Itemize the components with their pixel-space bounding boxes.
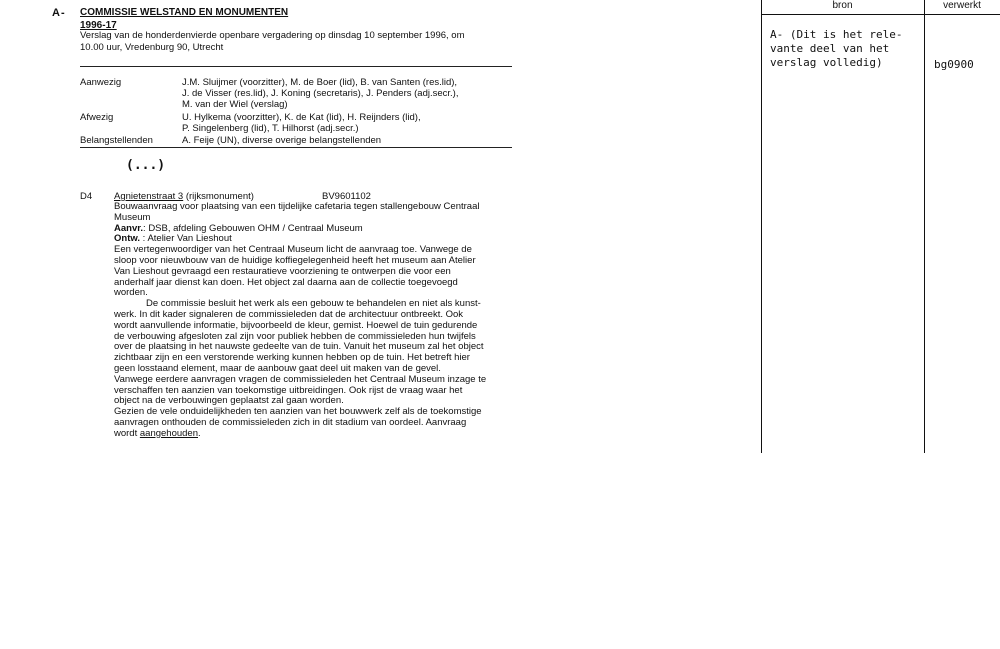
afwezig-line: P. Singelenberg (lid), T. Hilhorst (adj.secr.) [182, 123, 359, 134]
document-number: 1996-17 [80, 20, 117, 31]
para2-line: over de plaatsing in het nauwste gedeelte van de tuin. Vanuit het museum zal het object [114, 341, 484, 353]
para2-line: Vanwege eerdere aanvragen vragen de commissieleden het Centraal Museum inzage te [114, 373, 487, 385]
column-divider [761, 0, 762, 453]
aanvrager-label: Aanvr. [114, 222, 144, 234]
para2-line: object na de verbouwingen geplaatst zal gaan worden. [114, 395, 344, 407]
aanwezig-list [182, 77, 512, 110]
bron-note: A- (Dit is het rele- vante deel van het verslag volledig) [770, 28, 903, 69]
aanwezig-line: J. de Visser (res.lid), J. Koning (secretaris), J. Penders (adj.secr.), [182, 88, 459, 99]
verwerkt-code: bg0900 [934, 58, 974, 71]
aanwezig-label: Aanwezig [80, 77, 122, 88]
divider [80, 66, 512, 67]
meeting-description-line: Verslag van de honderdenvierde openbare vergadering op dinsdag 10 september 1996, om [80, 30, 465, 41]
verwerkt-header: verwerkt [943, 0, 981, 11]
item-id: D4 [80, 191, 93, 202]
decision-suffix: . [198, 427, 201, 439]
afwezig-line: U. Hylkema (voorzitter), K. de Kat (lid), H. Reijnders (lid), [182, 112, 421, 123]
item-line: Museum [114, 211, 151, 223]
aanvrager-value: : DSB, afdeling Gebouwen OHM / Centraal Museum [143, 222, 363, 234]
item-body [114, 202, 516, 440]
afwezig-label: Afwezig [80, 112, 114, 123]
aanwezig-line: J.M. Sluijmer (voorzitter), M. de Boer (lid), B. van Santen (res.lid), [182, 77, 458, 88]
belangstellenden-line: A. Feije (UN), diverse overige belangstellenden [182, 135, 382, 146]
decision-status: aangehouden [139, 427, 198, 439]
para2-line: geen losstaand element, maar de aanbouw gaat deel uit maken van de gevel. [114, 362, 441, 374]
para2-line: Gezien de vele onduidelijkheden ten aanzien van het bouwwerk zelf als de toekomstige [114, 406, 482, 418]
item-street-suffix: (rijksmonument) [183, 191, 254, 202]
para2-line: aanvragen onthouden de commissieleden zich in dit stadium van oordeel. Aanvraag [114, 416, 467, 428]
belangstellenden-list [182, 135, 512, 146]
para1-line: sloop voor nieuwbouw van de huidige koffiegelegenheid heeft het museum aan Atelier [114, 254, 476, 266]
ontwerper-value: : Atelier Van Lieshout [140, 233, 232, 245]
item-line: Bouwaanvraag voor plaatsing van een tijdelijke cafetaria tegen stallengebouw Centraal [114, 201, 480, 212]
divider [80, 147, 512, 148]
para1-line: Van Lieshout gevraagd een restauratieve voorziening te ontwerpen die voor een [114, 265, 451, 277]
document-title: COMMISSIE WELSTAND EN MONUMENTEN [80, 7, 289, 18]
para1-line: worden. [114, 287, 148, 299]
para2-line: zichtbaar zijn en een verstorende werking kunnen hebben op de tuin. Het betreft hier [114, 352, 470, 364]
decision-prefix: wordt [114, 427, 140, 439]
para2-line: verschaffen ten aanzien van toekomstige uitbreidingen. Ook rijst de vraag waar het [114, 384, 463, 396]
omission-marker: (...) [126, 158, 166, 173]
section-marker: A- [52, 7, 66, 19]
para2-line: de verbouwing afgesloten zal zijn voor publiek hebben de commissieleden hun twijfels [114, 330, 476, 342]
para1-line: Een vertegenwoordiger van het Centraal Museum licht de aanvraag toe. Vanwege de [114, 244, 472, 256]
belangstellenden-label: Belangstellenden [80, 135, 153, 146]
meeting-description-line: 10.00 uur, Vredenburg 90, Utrecht [80, 42, 224, 53]
para2-first-line: De commissie besluit het werk als een gebouw te behandelen en niet als kunst- [146, 298, 481, 310]
para1-line: anderhalf jaar dienst kan doen. Het object zal daarna aan de collectie toegevoegd [114, 276, 458, 288]
ontwerper-label: Ontw. [114, 233, 141, 245]
column-divider [924, 0, 925, 453]
item-street: Agnietenstraat 3 [114, 191, 184, 202]
bron-header: bron [832, 0, 853, 11]
afwezig-list [182, 112, 512, 134]
para2-line: werk. In dit kader signaleren de commissieleden dat de architectuur ontbreekt. Ook [114, 308, 464, 320]
aanwezig-line: M. van der Wiel (verslag) [182, 99, 288, 110]
decision-line [114, 429, 516, 440]
header-rule [761, 14, 1000, 15]
para2-line: wordt aanvullende informatie, bijvoorbeeld de kleur, gemist. Hoewel de tuin gedurende [114, 319, 478, 331]
meeting-description [80, 30, 510, 54]
item-code: BV9601102 [322, 191, 371, 202]
